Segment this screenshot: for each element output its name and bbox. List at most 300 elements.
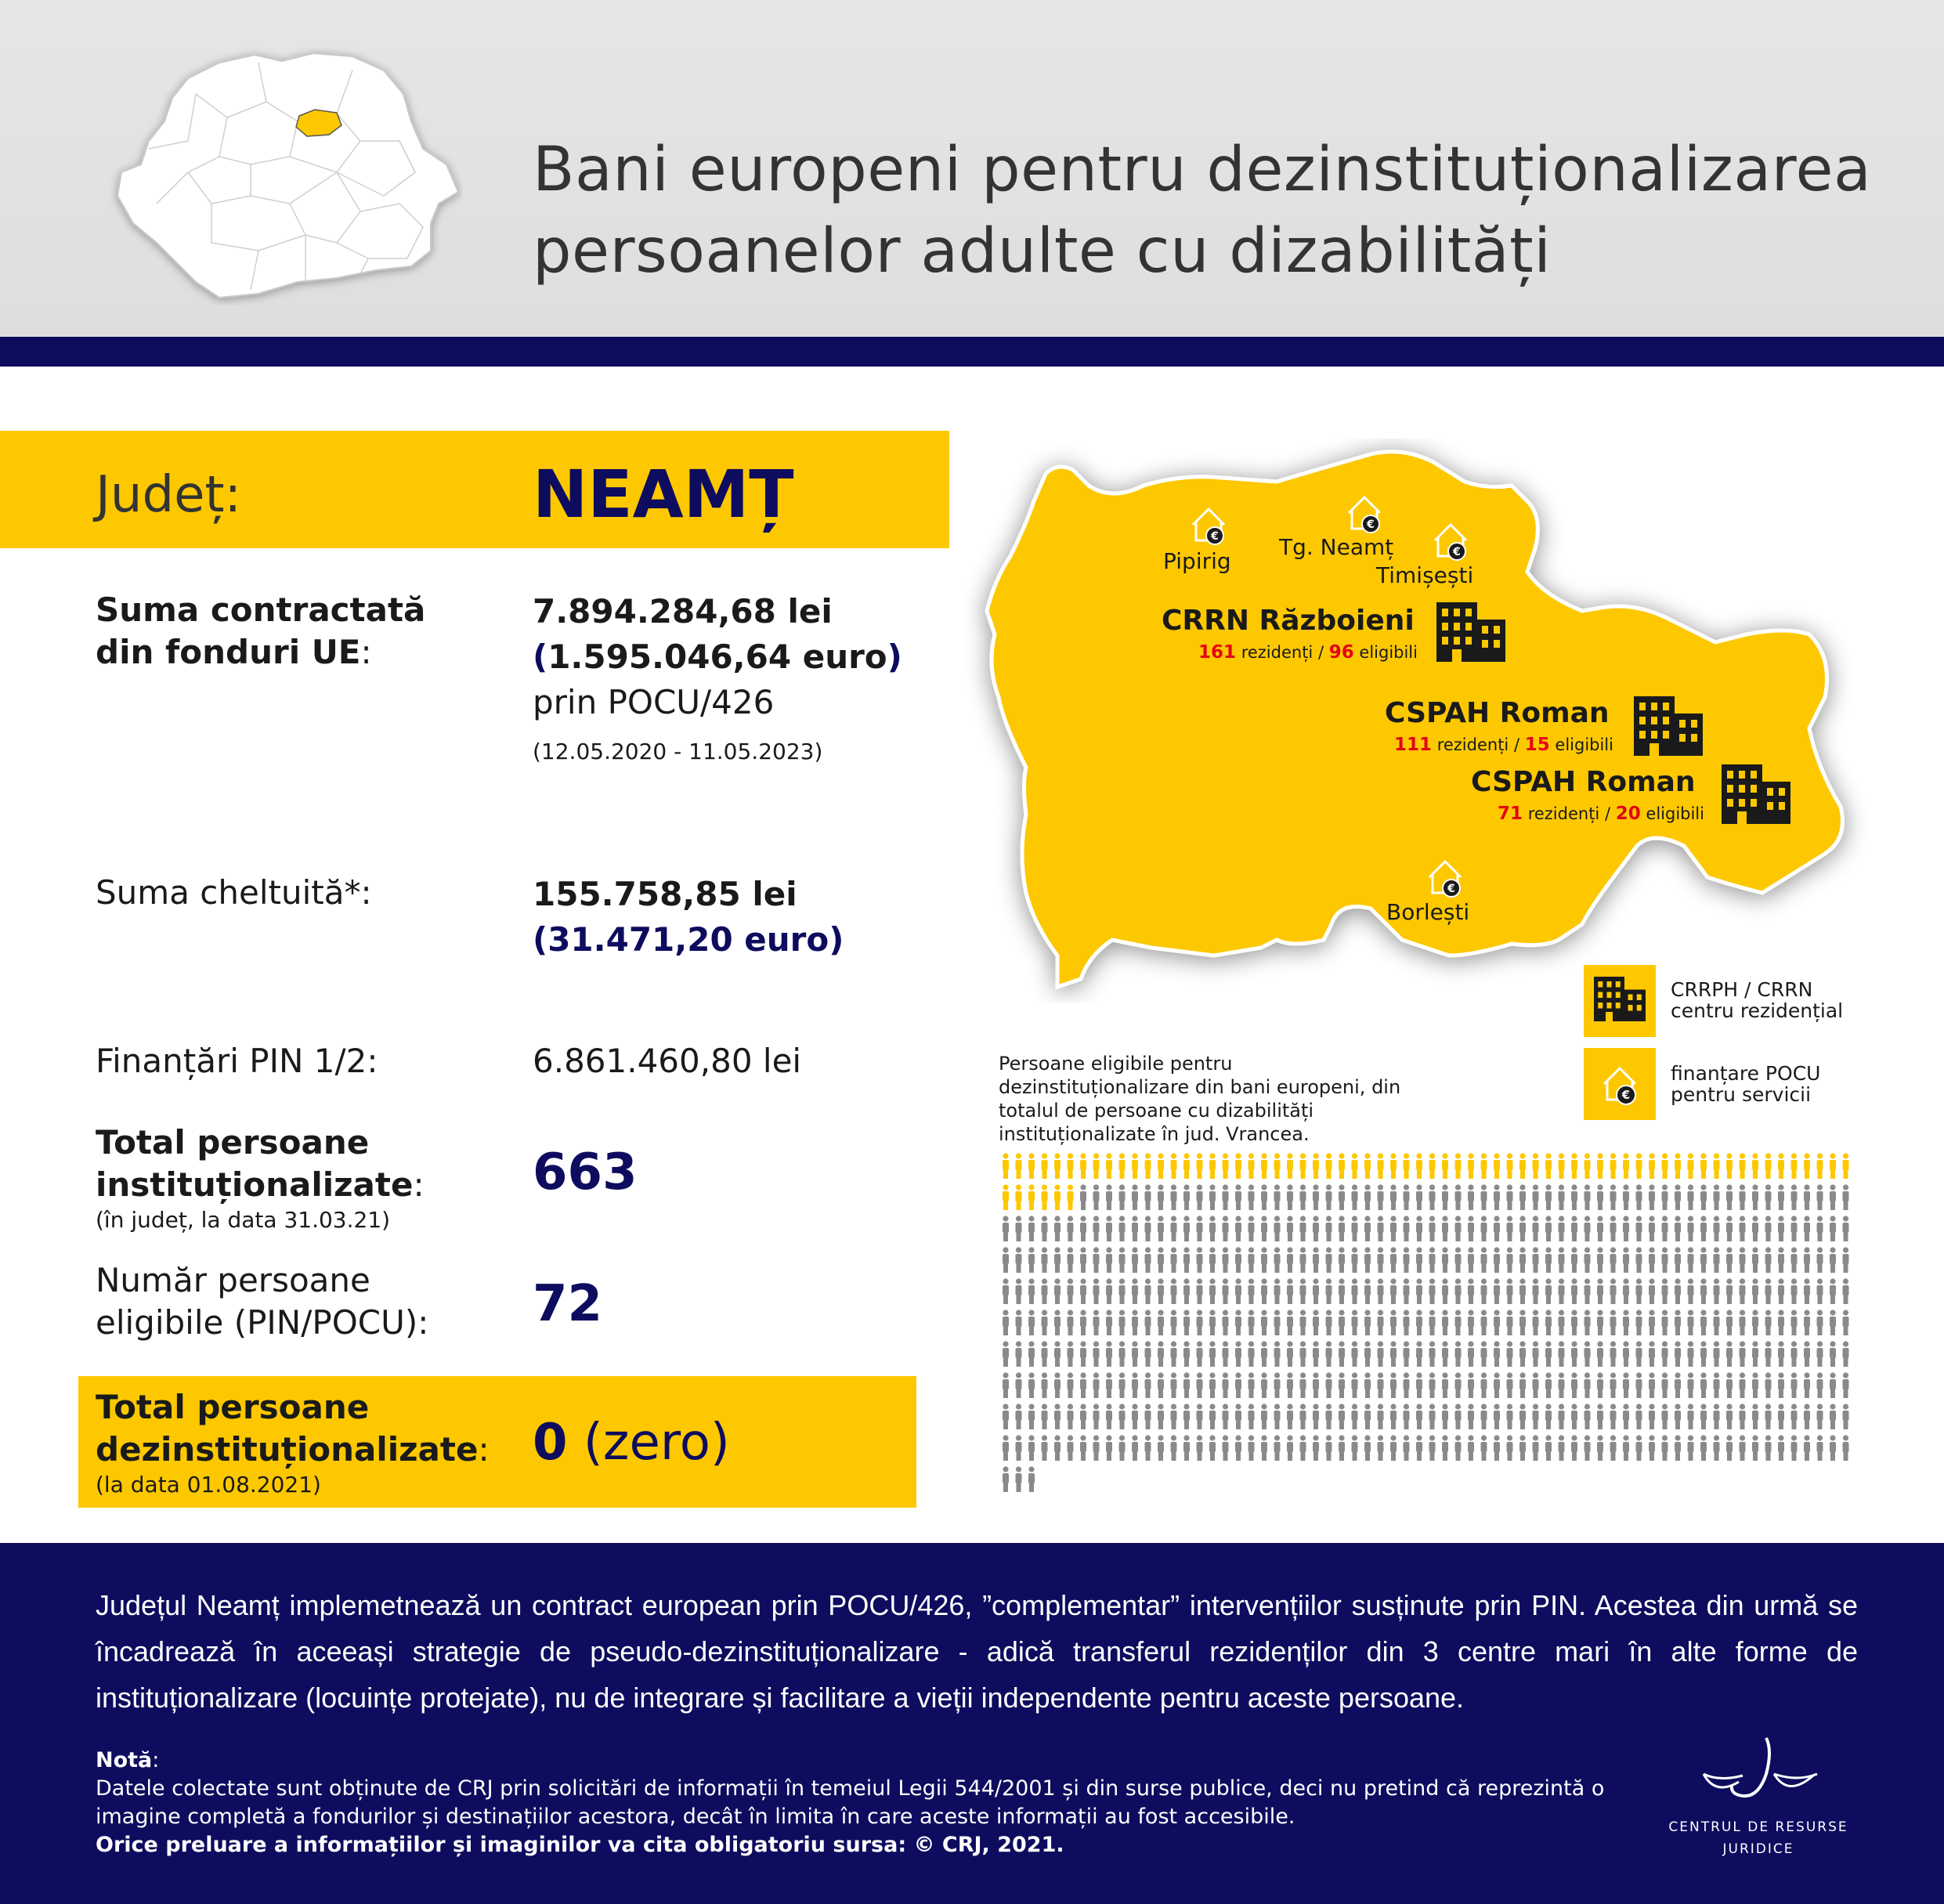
person-icon [1519,1247,1526,1273]
person-icon [1068,1435,1074,1461]
person-icon [1132,1341,1138,1367]
person-icon [1455,1247,1462,1273]
person-icon [1726,1310,1733,1335]
person-icon [1688,1404,1694,1429]
person-icon [1042,1153,1048,1179]
person-icon [1623,1278,1629,1304]
euro-symbol: € [1211,530,1219,543]
person-icon [1481,1247,1487,1273]
person-icon [1119,1184,1126,1210]
person-icon [1494,1341,1500,1367]
person-icon [1791,1435,1798,1461]
person-icon [1223,1435,1229,1461]
person-icon [1481,1435,1487,1461]
person-icon [1623,1216,1629,1241]
house-euro-icon [1422,854,1469,901]
person-icon [1028,1435,1035,1461]
person-icon [1404,1184,1410,1210]
person-icon [1559,1184,1565,1210]
person-icon [1765,1216,1772,1241]
pin-label: Finanțări PIN 1/2: [96,1042,378,1080]
person-icon [1804,1404,1810,1429]
person-icon [1584,1404,1591,1429]
person-icon [1688,1278,1694,1304]
person-icon [1404,1153,1410,1179]
person-icon [1209,1404,1216,1429]
legend-residential-box [1584,965,1656,1037]
person-icon [1158,1310,1164,1335]
person-icon [1610,1153,1617,1179]
person-icon [1636,1278,1642,1304]
person-icon [1636,1184,1642,1210]
person-icon [1714,1341,1720,1367]
person-icon [1016,1372,1022,1398]
person-icon [1145,1404,1151,1429]
person-icon [1545,1435,1552,1461]
person-icon [1507,1184,1513,1210]
person-icon [1752,1404,1758,1429]
person-icon [1429,1372,1436,1398]
person-icon [1054,1216,1061,1241]
paren-close: ) [887,638,902,676]
person-icon [1080,1278,1086,1304]
person-icon [1326,1216,1332,1241]
person-icon [1352,1310,1358,1335]
person-icon [1248,1184,1255,1210]
person-icon [1378,1372,1384,1398]
footer-text: Județul Neamț implemetnează un contract european prin POCU/426, ”complementar” intervențiilor susținute prin PIN. Acestea din urmă se încadrează în aceeași strategie de pseudo-dezinstituționalizare - adică transferul rezidenților din 3 centre mari în alte forme de instituționalizare (locuințe protejate), nu de integrare și facilitare a vieții independente pentru aceste persoane. [96,1589,1858,1714]
person-icon [1287,1372,1293,1398]
person-icon [1080,1404,1086,1429]
person-icon [1068,1310,1074,1335]
person-icon [1404,1216,1410,1241]
deinst-label-line2: dezinstituționalizate [96,1430,479,1469]
person-icon [1274,1341,1281,1367]
inst-note: (în județ, la data 31.03.21) [96,1207,391,1233]
person-icon [1662,1216,1668,1241]
person-icon [1765,1184,1772,1210]
person-icon [1016,1278,1022,1304]
person-icon [1494,1184,1500,1210]
person-icon [1183,1435,1190,1461]
person-icon [1623,1184,1629,1210]
person-icon [1610,1341,1617,1367]
pin-value: 6.861.460,80 lei [533,1042,802,1080]
romania-map-icon [102,47,462,305]
person-icon [1145,1153,1151,1179]
crj-logo-icon [1696,1735,1821,1813]
person-icon [1042,1435,1048,1461]
legend-pocu-line2: pentru servicii [1671,1083,1812,1106]
person-icon [1649,1404,1655,1429]
person-icon [1610,1216,1617,1241]
person-icon [1494,1310,1500,1335]
person-icon [1352,1153,1358,1179]
person-icon [1235,1341,1241,1367]
person-icon [1378,1184,1384,1210]
person-icon [1675,1278,1681,1304]
person-icon [1636,1435,1642,1461]
person-icon [1197,1404,1203,1429]
person-icon [1209,1278,1216,1304]
contract-program: prin POCU/426 [533,683,775,721]
person-icon [1119,1310,1126,1335]
house-euro-icon [1341,490,1388,537]
person-icon [1778,1435,1784,1461]
person-icon [1817,1247,1823,1273]
person-icon [1429,1153,1436,1179]
person-icon [1313,1216,1319,1241]
person-icon [1261,1435,1267,1461]
person-icon [1778,1184,1784,1210]
person-icon [1132,1435,1138,1461]
person-icon [1003,1435,1009,1461]
person-icon [1623,1310,1629,1335]
person-icon [1830,1153,1836,1179]
person-icon [1559,1404,1565,1429]
person-icon [1390,1404,1397,1429]
person-icon [1791,1310,1798,1335]
person-icon [1714,1310,1720,1335]
page-title [533,129,1871,292]
person-icon [1054,1184,1061,1210]
person-icon [1326,1404,1332,1429]
person-icon [1662,1184,1668,1210]
person-icon [1209,1310,1216,1335]
person-icon [1300,1184,1306,1210]
person-icon [1649,1372,1655,1398]
person-icon [1248,1341,1255,1367]
person-icon [1287,1247,1293,1273]
person-icon [1145,1184,1151,1210]
person-icon [1416,1184,1422,1210]
person-icon [1378,1341,1384,1367]
person-icon [1093,1153,1100,1179]
person-icon [1494,1435,1500,1461]
person-icon [1223,1341,1229,1367]
person-icon [1300,1435,1306,1461]
deinst-zero: 0 [533,1414,568,1472]
person-icon [1559,1310,1565,1335]
person-icon [1235,1310,1241,1335]
person-icon [1765,1372,1772,1398]
person-icon [1339,1404,1345,1429]
person-icon [1300,1153,1306,1179]
person-icon [1481,1310,1487,1335]
person-icon [1636,1341,1642,1367]
person-icon [1571,1247,1577,1273]
person-icon [1649,1153,1655,1179]
person-icon [1016,1404,1022,1429]
person-icon [1519,1372,1526,1398]
person-icon [1404,1435,1410,1461]
person-icon [1080,1435,1086,1461]
person-icon [1326,1341,1332,1367]
person-icon [1339,1310,1345,1335]
person-icon [1740,1153,1746,1179]
person-icon [1584,1341,1591,1367]
person-icon [1610,1278,1617,1304]
person-icon [1106,1184,1112,1210]
person-icon [1300,1310,1306,1335]
person-icon [1093,1247,1100,1273]
person-icon [1080,1247,1086,1273]
euro-symbol: € [1453,546,1461,558]
person-icon [1610,1184,1617,1210]
person-icon [1481,1216,1487,1241]
person-icon [1416,1404,1422,1429]
person-icon [1068,1404,1074,1429]
contract-lei: 7.894.284,68 lei [533,592,833,630]
residents-label: rezidenți / [1236,643,1329,662]
person-icon [1507,1435,1513,1461]
person-icon [1287,1153,1293,1179]
person-icon [1183,1247,1190,1273]
person-icon [1274,1404,1281,1429]
residents-label: rezidenți / [1523,804,1616,823]
center-name-roman-2: CSPAH Roman [1471,766,1696,798]
person-icon [1429,1184,1436,1210]
person-icon [1145,1216,1151,1241]
nota-text: Datele colectate sunt obținute de CRJ prin solicitări de informații în temeiul Legii 544/2001 și din surse publice, deci nu pretind că reprezintă o imagine completă a fondurilor și destinațiilor acestora, decât în limita în care aceste informații au fost accesibile. [96,1776,1605,1829]
institutionalized-label [96,1122,425,1234]
person-icon [1623,1372,1629,1398]
building-icon [1584,965,1656,1037]
person-icon [1106,1153,1112,1179]
contract-period: (12.05.2020 - 11.05.2023) [533,739,823,764]
person-icon [1726,1404,1733,1429]
person-icon [1817,1184,1823,1210]
person-icon [1700,1153,1707,1179]
person-icon [1339,1216,1345,1241]
person-icon [1714,1153,1720,1179]
contract-value [533,589,902,771]
person-icon [1817,1153,1823,1179]
person-icon [1726,1341,1733,1367]
person-icon [1300,1372,1306,1398]
person-icon [1545,1184,1552,1210]
person-icon [1352,1404,1358,1429]
person-icon [1132,1404,1138,1429]
person-icon [1352,1341,1358,1367]
person-icon [1559,1247,1565,1273]
person-icon [1830,1184,1836,1210]
person-icon [1830,1341,1836,1367]
person-icon [1003,1466,1009,1492]
person-icon [1364,1435,1371,1461]
person-icon [1675,1216,1681,1241]
person-icon [1623,1153,1629,1179]
person-icon [1442,1372,1448,1398]
person-icon [1404,1372,1410,1398]
person-icon [1429,1341,1436,1367]
person-icon [1158,1216,1164,1241]
person-icon [1843,1247,1849,1273]
person-icon [1364,1310,1371,1335]
title-line-2: persoanelor adulte cu dizabilități [533,216,1552,287]
header-divider [0,337,1944,367]
person-icon [1559,1153,1565,1179]
person-icon [1248,1310,1255,1335]
person-icon [1171,1372,1177,1398]
person-icon [1197,1216,1203,1241]
person-icon [1740,1341,1746,1367]
person-icon [1559,1278,1565,1304]
county-label: Județ: [96,466,242,524]
person-icon [1197,1372,1203,1398]
person-icon [1597,1372,1603,1398]
person-icon [1119,1247,1126,1273]
person-icon [1597,1435,1603,1461]
person-icon [1132,1310,1138,1335]
person-icon [1507,1278,1513,1304]
person-icon [1791,1341,1798,1367]
person-icon [1080,1216,1086,1241]
person-icon [1132,1372,1138,1398]
person-icon [1364,1216,1371,1241]
person-icon [1378,1247,1384,1273]
person-icon [1545,1153,1552,1179]
person-icon [1610,1404,1617,1429]
person-icon [1688,1372,1694,1398]
person-icon [1740,1404,1746,1429]
person-icon [1028,1404,1035,1429]
legend-residential-line2: centru rezidențial [1671,999,1844,1022]
person-icon [1636,1153,1642,1179]
place-piprig: Pipirig [1163,548,1231,574]
person-icon [1455,1372,1462,1398]
person-icon [1468,1372,1474,1398]
person-icon [1584,1278,1591,1304]
person-icon [1016,1247,1022,1273]
person-icon [1378,1278,1384,1304]
person-icon [1235,1184,1241,1210]
person-icon [1119,1341,1126,1367]
person-icon [1623,1341,1629,1367]
crj-logo [1660,1735,1856,1860]
person-icon [1584,1153,1591,1179]
person-icon [1364,1153,1371,1179]
person-icon [1494,1404,1500,1429]
person-icon [1171,1435,1177,1461]
person-icon [1042,1310,1048,1335]
person-icon [1378,1404,1384,1429]
person-icon [1158,1372,1164,1398]
person-icon [1726,1372,1733,1398]
person-icon [1649,1184,1655,1210]
person-icon [1248,1216,1255,1241]
person-icon [1675,1435,1681,1461]
person-icon [1016,1435,1022,1461]
person-icon [1791,1247,1798,1273]
person-icon [1494,1247,1500,1273]
person-icon [1726,1435,1733,1461]
institutionalized-value: 663 [533,1143,638,1201]
person-icon [1261,1153,1267,1179]
person-icon [1675,1153,1681,1179]
person-icon [1468,1247,1474,1273]
building-icon [1631,693,1705,760]
person-icon [1778,1216,1784,1241]
person-icon [1183,1404,1190,1429]
person-icon [1700,1247,1707,1273]
person-icon [1752,1372,1758,1398]
person-icon [1481,1278,1487,1304]
person-icon [1817,1404,1823,1429]
person-icon [1416,1341,1422,1367]
person-icon [1752,1310,1758,1335]
person-icon [1662,1341,1668,1367]
person-icon [1714,1372,1720,1398]
person-icon [1688,1216,1694,1241]
person-icon [1675,1341,1681,1367]
person-icon [1274,1247,1281,1273]
person-icon [1235,1247,1241,1273]
person-icon [1054,1310,1061,1335]
person-icon [1675,1310,1681,1335]
person-icon [1068,1247,1074,1273]
residents-label: rezidenți / [1432,735,1525,754]
house-euro-icon [1584,1048,1656,1120]
person-icon [1248,1278,1255,1304]
crj-logo-line1: CENTRUL DE RESURSE [1668,1819,1848,1835]
eligible-label-line1: Număr persoane [96,1261,370,1299]
person-icon [1843,1278,1849,1304]
person-icon [1519,1435,1526,1461]
person-icon [1054,1278,1061,1304]
person-icon [1494,1372,1500,1398]
person-icon [1688,1310,1694,1335]
person-icon [1688,1153,1694,1179]
place-tg-neamt: Tg. Neamț [1279,534,1394,560]
person-icon [1688,1184,1694,1210]
person-icon [1468,1404,1474,1429]
people-chart [999,1151,1852,1504]
person-icon [1778,1278,1784,1304]
person-icon [1442,1216,1448,1241]
person-icon [1068,1341,1074,1367]
person-icon [1132,1247,1138,1273]
person-icon [1752,1153,1758,1179]
person-icon [1416,1435,1422,1461]
county-name: NEAMȚ [533,456,794,533]
person-icon [1468,1184,1474,1210]
eligible-count: 20 [1615,804,1641,824]
person-icon [1093,1404,1100,1429]
person-icon [1339,1247,1345,1273]
person-icon [1817,1372,1823,1398]
person-icon [1740,1278,1746,1304]
person-icon [1197,1278,1203,1304]
deinst-zero-text: (zero) [567,1414,730,1472]
person-icon [1571,1435,1577,1461]
person-icon [1571,1404,1577,1429]
person-icon [1416,1247,1422,1273]
person-icon [1313,1404,1319,1429]
person-icon [1339,1372,1345,1398]
person-icon [1455,1184,1462,1210]
person-icon [1830,1372,1836,1398]
person-icon [1003,1341,1009,1367]
person-icon [1442,1341,1448,1367]
person-icon [1662,1435,1668,1461]
person-icon [1778,1247,1784,1273]
person-icon [1197,1247,1203,1273]
person-icon [1119,1372,1126,1398]
person-icon [1016,1341,1022,1367]
person-icon [1016,1216,1022,1241]
person-icon [1223,1310,1229,1335]
